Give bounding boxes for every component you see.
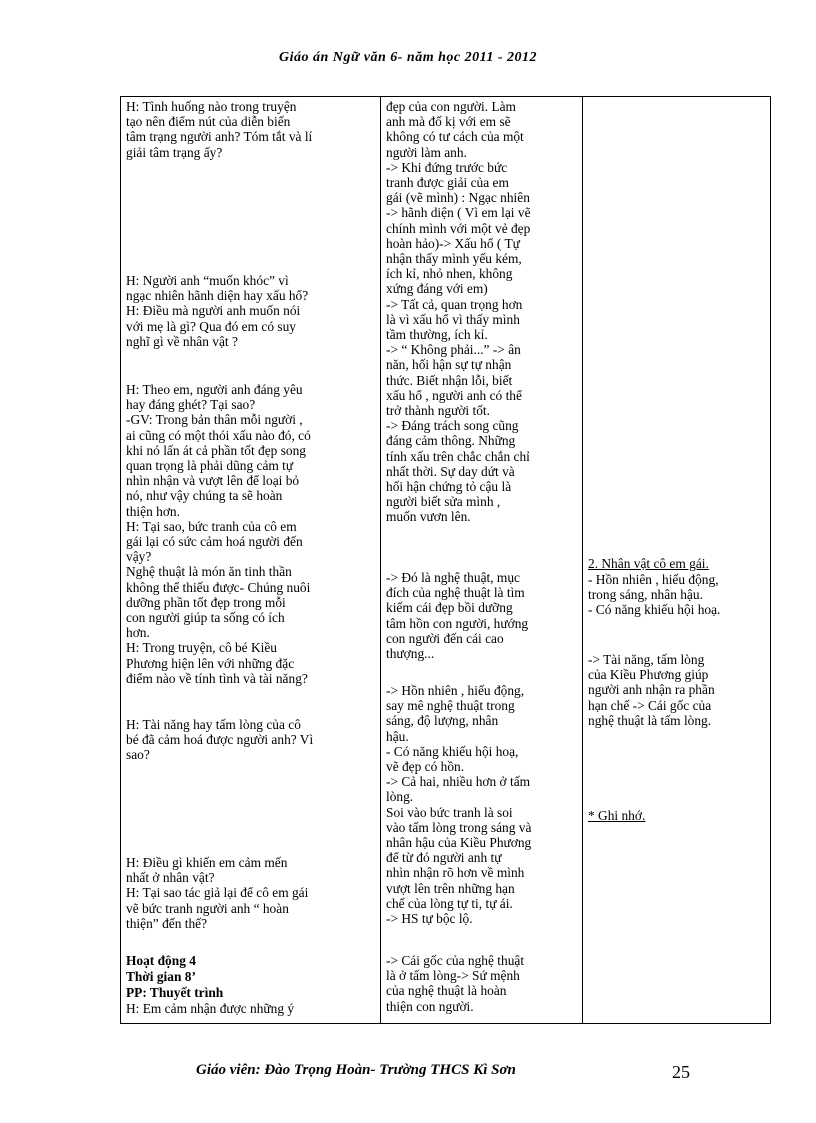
lesson-table	[120, 96, 771, 1024]
teacher-questions-column	[121, 97, 381, 1023]
question-block-2: H: Người anh “muốn khóc” vì ngạc nhiên hãnh diện hay xấu hổ? H: Điều mà người anh muốn nói với mẹ là gì? Qua đó em có suy nghĩ gì về nhân vật ?	[126, 273, 309, 349]
question-block-1: H: Tình huống nào trong truyện tạo nên điểm nút của diễn biến tâm trạng người anh? Tóm tắt và lí giải tâm trạng ấy?	[126, 99, 313, 160]
activity-title: Hoạt động 4	[126, 953, 196, 968]
answer-block-1: đẹp của con người. Làm anh mà đố kị với em sẽ không có tư cách của một người làm anh. -> Khi đứng trước bức tranh được giải của em gái (vẽ mình) : Ngạc nhiên -> hãnh diện ( Vì em lại vẽ chính mình với một vẻ đẹp hoàn hảo)-> Xấu hổ ( Tự nhận thấy mình yếu kém, ích kỉ, nhỏ nhen, không xứng đáng với em) -> Tất cả, quan trọng hơn là vì xấu hổ vì thấy mình tầm thường, ích kỉ. -> “ Không phải...” -> ân năn, hối hận sự tự nhận thức. Biết nhận lỗi, biết xấu hổ , người anh có thể trở thành người tốt. -> Đáng trách song cũng đáng cảm thông. Những tính xấu trên chắc chắn chỉ nhất thời. Sự day dứt và hối hận chứng tỏ cậu là người biết sửa mình , muốn vươn lên.	[386, 99, 531, 525]
content-column	[583, 97, 770, 1023]
question-block-4: H: Tài năng hay tấm lòng của cô bé đã cảm hoá được người anh? Vì sao?	[126, 717, 314, 763]
question-block-3: H: Theo em, người anh đáng yêu hay đáng ghét? Tại sao? -GV: Trong bản thân mỗi người , ai cũng có một thói xấu nào đó, có khi nó lấn át cả phần tốt đẹp song quan trọng là phải dũng cảm tự nhìn nhận và vượt lên để loại bỏ nó, như vậy chúng ta sẽ hoàn thiện hơn. H: Tại sao, bức tranh của cô em gái lại có sức cảm hoá người đến vậy? Nghệ thuật là món ăn tinh thần không thể thiếu được- Chúng nuôi dưỡng phần tốt đẹp trong mỗi con người giúp ta sống có ích hơn. H: Trong truyện, cô bé Kiều Phương hiện lên với những đặc điểm nào về tính tình và tài năng?	[126, 382, 311, 686]
answer-block-4: -> Cái gốc của nghệ thuật là ở tấm lòng-> Sứ mệnh của nghệ thuật là hoàn thiện con người.	[386, 953, 525, 1014]
question-block-5: H: Điều gì khiến em cảm mến nhất ở nhân vật? H: Tại sao tác giả lại để cô em gái vẽ bức tranh người anh “ hoàn thiện” đến thế?	[126, 855, 309, 931]
note-heading: * Ghi nhớ.	[588, 808, 646, 823]
footer-teacher: Giáo viên: Đào Trọng Hoàn- Trường THCS Kì Sơn	[196, 1062, 516, 1078]
answer-block-2: -> Đó là nghệ thuật, mục đích của nghệ thuật là tìm kiếm cái đẹp bồi dưỡng tâm hồn con người, hướng con người đến cái cao thượng...	[386, 570, 529, 662]
section-heading-sister: 2. Nhân vật cô em gái.	[588, 556, 709, 571]
activity-method: PP: Thuyết trình	[126, 985, 224, 1000]
page-number: 25	[672, 1062, 690, 1082]
question-block-6: H: Em cảm nhận được những ý	[126, 1001, 295, 1016]
page-header-title: Giáo án Ngữ văn 6- năm học 2011 - 2012	[278, 50, 537, 65]
content-block-1: - Hồn nhiên , hiếu động, trong sáng, nhân hậu. - Có năng khiếu hội hoạ.	[588, 572, 721, 618]
activity-time: Thời gian 8’	[126, 969, 196, 984]
content-block-2: -> Tài năng, tấm lòng của Kiều Phương giúp người anh nhận ra phần hạn chế -> Cái gốc của nghệ thuật là tấm lòng.	[588, 652, 715, 728]
answer-block-3: -> Hồn nhiên , hiếu động, say mê nghệ thuật trong sáng, độ lượng, nhân hậu. - Có năng khiếu hội hoạ, vẽ đẹp có hồn. -> Cả hai, nhiều hơn ở tấm lòng. Soi vào bức tranh là soi vào tấm lòng trong sáng và nhân hậu của Kiều Phương để từ đó người anh tự nhìn nhận rõ hơn về mình vượt lên trên những hạn chế của lòng tự ti, tự ái. -> HS tự bộc lộ.	[386, 683, 532, 927]
student-answers-column	[381, 97, 583, 1023]
